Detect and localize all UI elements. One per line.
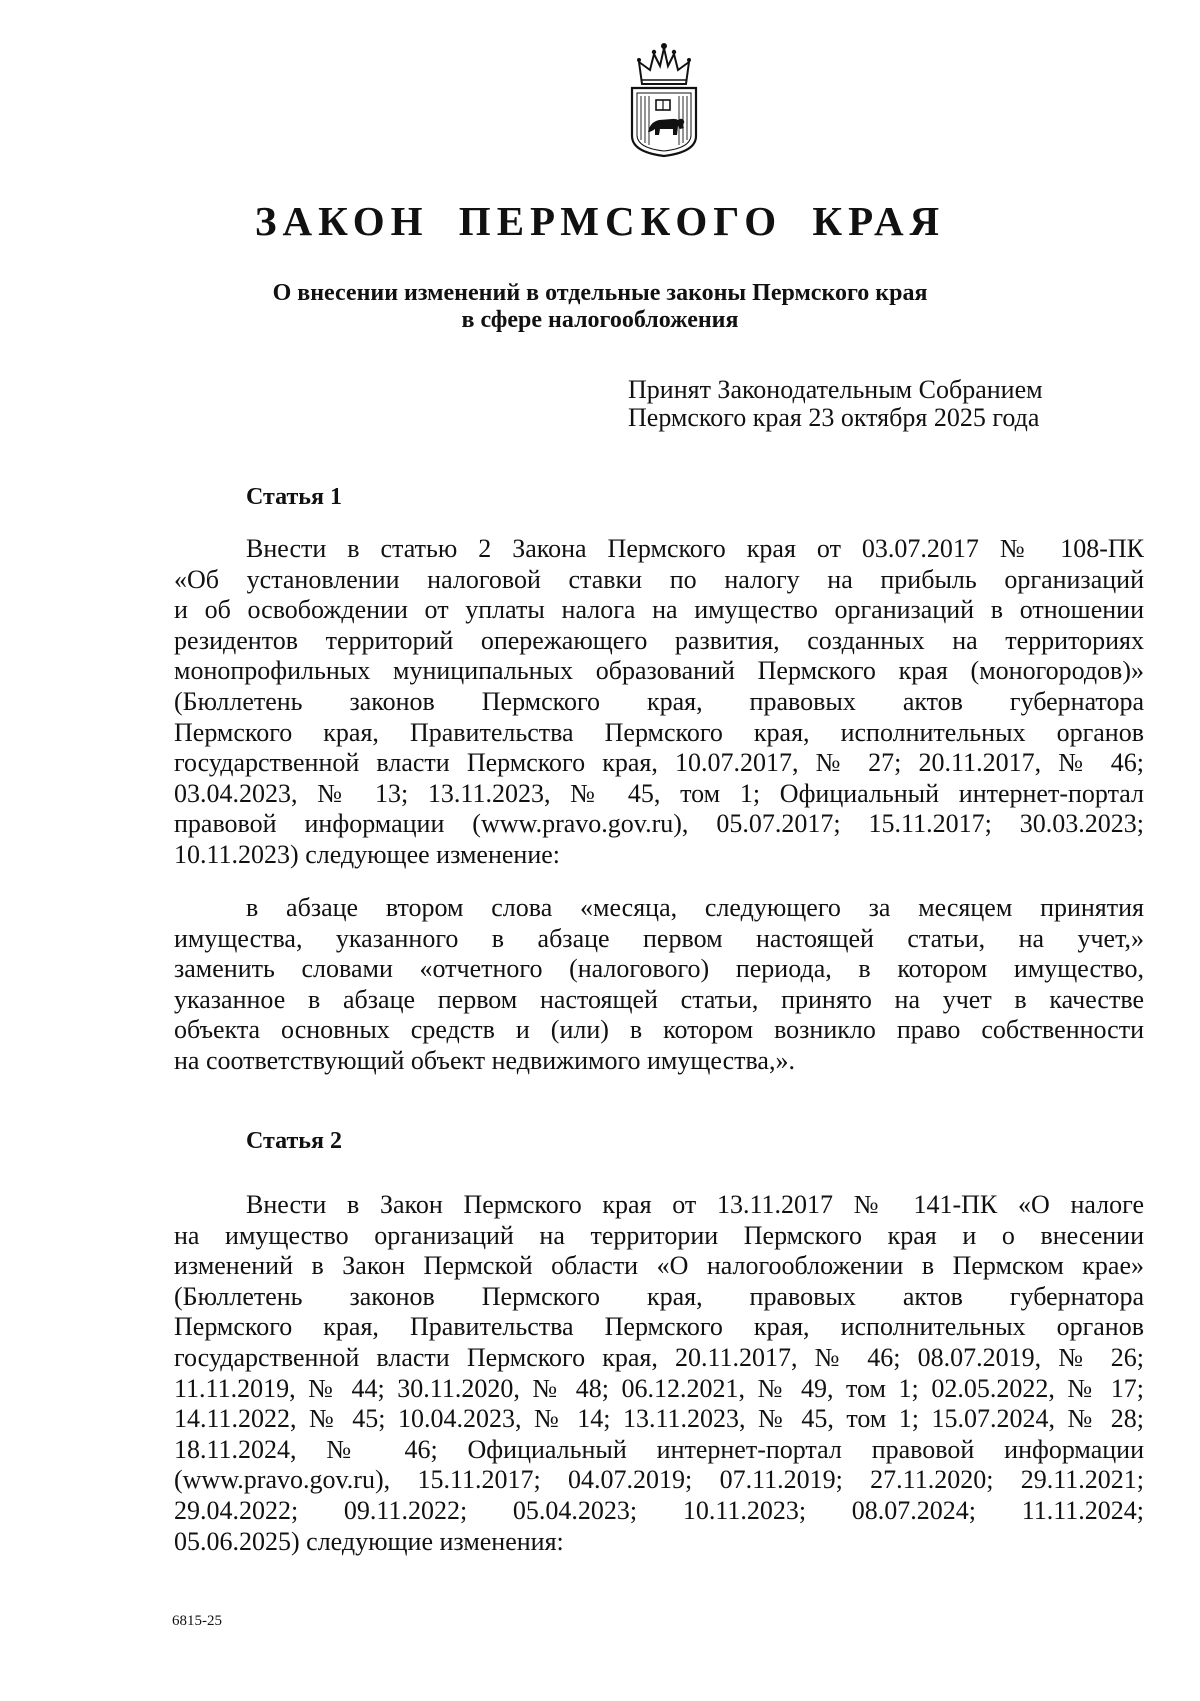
text-line: «Об установлении налоговой ставки по налогу на прибыль организаций: [174, 564, 1144, 594]
text-line: на соответствующий объект недвижимого имущества,».: [174, 1045, 795, 1075]
text-line: 11.11.2019, № 44; 30.11.2020, № 48; 06.12.2021, № 49, том 1; 02.05.2022, № 17;: [174, 1373, 1144, 1403]
article-2-paragraph-1: [174, 1190, 1144, 1557]
text-line: монопрофильных муниципальных образований Пермского края (моногородов)»: [174, 656, 1144, 686]
text-line: государственной власти Пермского края, 10.07.2017, № 27; 20.11.2017, № 46;: [174, 748, 1144, 778]
text-line: указанное в абзаце первом настоящей статьи, принято на учет в качестве: [174, 984, 1144, 1014]
article-1-paragraph-2: [174, 893, 1144, 1077]
text-line: 29.04.2022; 09.11.2022; 05.04.2023; 10.11.2023; 08.07.2024; 11.11.2024;: [174, 1495, 1144, 1525]
text-line: изменений в Закон Пермской области «О налогообложении в Пермском крае»: [174, 1251, 1144, 1281]
text-line: имущества, указанного в абзаце первом настоящей статьи, на учет,»: [174, 923, 1144, 953]
perm-krai-coat-of-arms-icon: [626, 40, 702, 158]
text-line: государственной власти Пермского края, 20.11.2017, № 46; 08.07.2019, № 26;: [174, 1342, 1144, 1372]
text-line: 03.04.2023, № 13; 13.11.2023, № 45, том 1; Официальный интернет-портал: [174, 778, 1144, 808]
law-title: ЗАКОН ПЕРМСКОГО КРАЯ: [254, 198, 946, 244]
text-line: (www.pravo.gov.ru), 15.11.2017; 04.07.2019; 07.11.2019; 27.11.2020; 29.11.2021;: [174, 1465, 1144, 1495]
text-line: (Бюллетень законов Пермского края, правовых актов губернатора: [174, 1281, 1144, 1311]
text-line: Пермского края, Правительства Пермского края, исполнительных органов: [174, 717, 1144, 747]
text-line: 18.11.2024, № 46; Официальный интернет-портал правовой информации: [174, 1434, 1144, 1464]
document-code: 6815-25: [172, 1613, 222, 1629]
article-1-paragraph-1: [174, 534, 1144, 871]
text-line: заменить словами «отчетного (налогового) периода, в котором имущество,: [174, 954, 1144, 984]
text-line: объекта основных средств и (или) в котором возникло право собственности: [174, 1015, 1144, 1045]
text-line: на имущество организаций на территории Пермского края и о внесении: [174, 1220, 1144, 1250]
article-2-heading: Статья 2: [246, 1128, 342, 1154]
adoption-line: Принят Законодательным Собранием: [628, 375, 1043, 404]
text-line: Пермского края, Правительства Пермского края, исполнительных органов: [174, 1312, 1144, 1342]
text-line: 14.11.2022, № 45; 10.04.2023, № 14; 13.11.2023, № 45, том 1; 15.07.2024, № 28;: [174, 1404, 1144, 1434]
text-line: Внести в статью 2 Закона Пермского края от 03.07.2017 № 108-ПК: [246, 534, 1144, 563]
subtitle-line: в сфере налогообложения: [461, 307, 739, 333]
text-line: резидентов территорий опережающего развития, созданных на территориях: [174, 625, 1144, 655]
text-line: Внести в Закон Пермского края от 13.11.2017 № 141-ПК «О налоге: [246, 1190, 1144, 1219]
adoption-note: [628, 376, 1043, 432]
text-line: 10.11.2023) следующее изменение:: [174, 839, 561, 869]
text-line: 05.06.2025) следующие изменения:: [174, 1526, 564, 1556]
subtitle-line: О внесении изменений в отдельные законы Пермского края: [272, 280, 928, 306]
adoption-line: Пермского края 23 октября 2025 года: [628, 403, 1040, 432]
law-subtitle: [0, 280, 1200, 334]
text-line: (Бюллетень законов Пермского края, правовых актов губернатора: [174, 686, 1144, 716]
text-line: в абзаце втором слова «месяца, следующего за месяцем принятия: [246, 893, 1144, 922]
text-line: и об освобождении от уплаты налога на имущество организаций в отношении: [174, 595, 1144, 625]
article-1-heading: Статья 1: [246, 484, 342, 510]
text-line: правовой информации (www.pravo.gov.ru), 05.07.2017; 15.11.2017; 30.03.2023;: [174, 809, 1144, 839]
